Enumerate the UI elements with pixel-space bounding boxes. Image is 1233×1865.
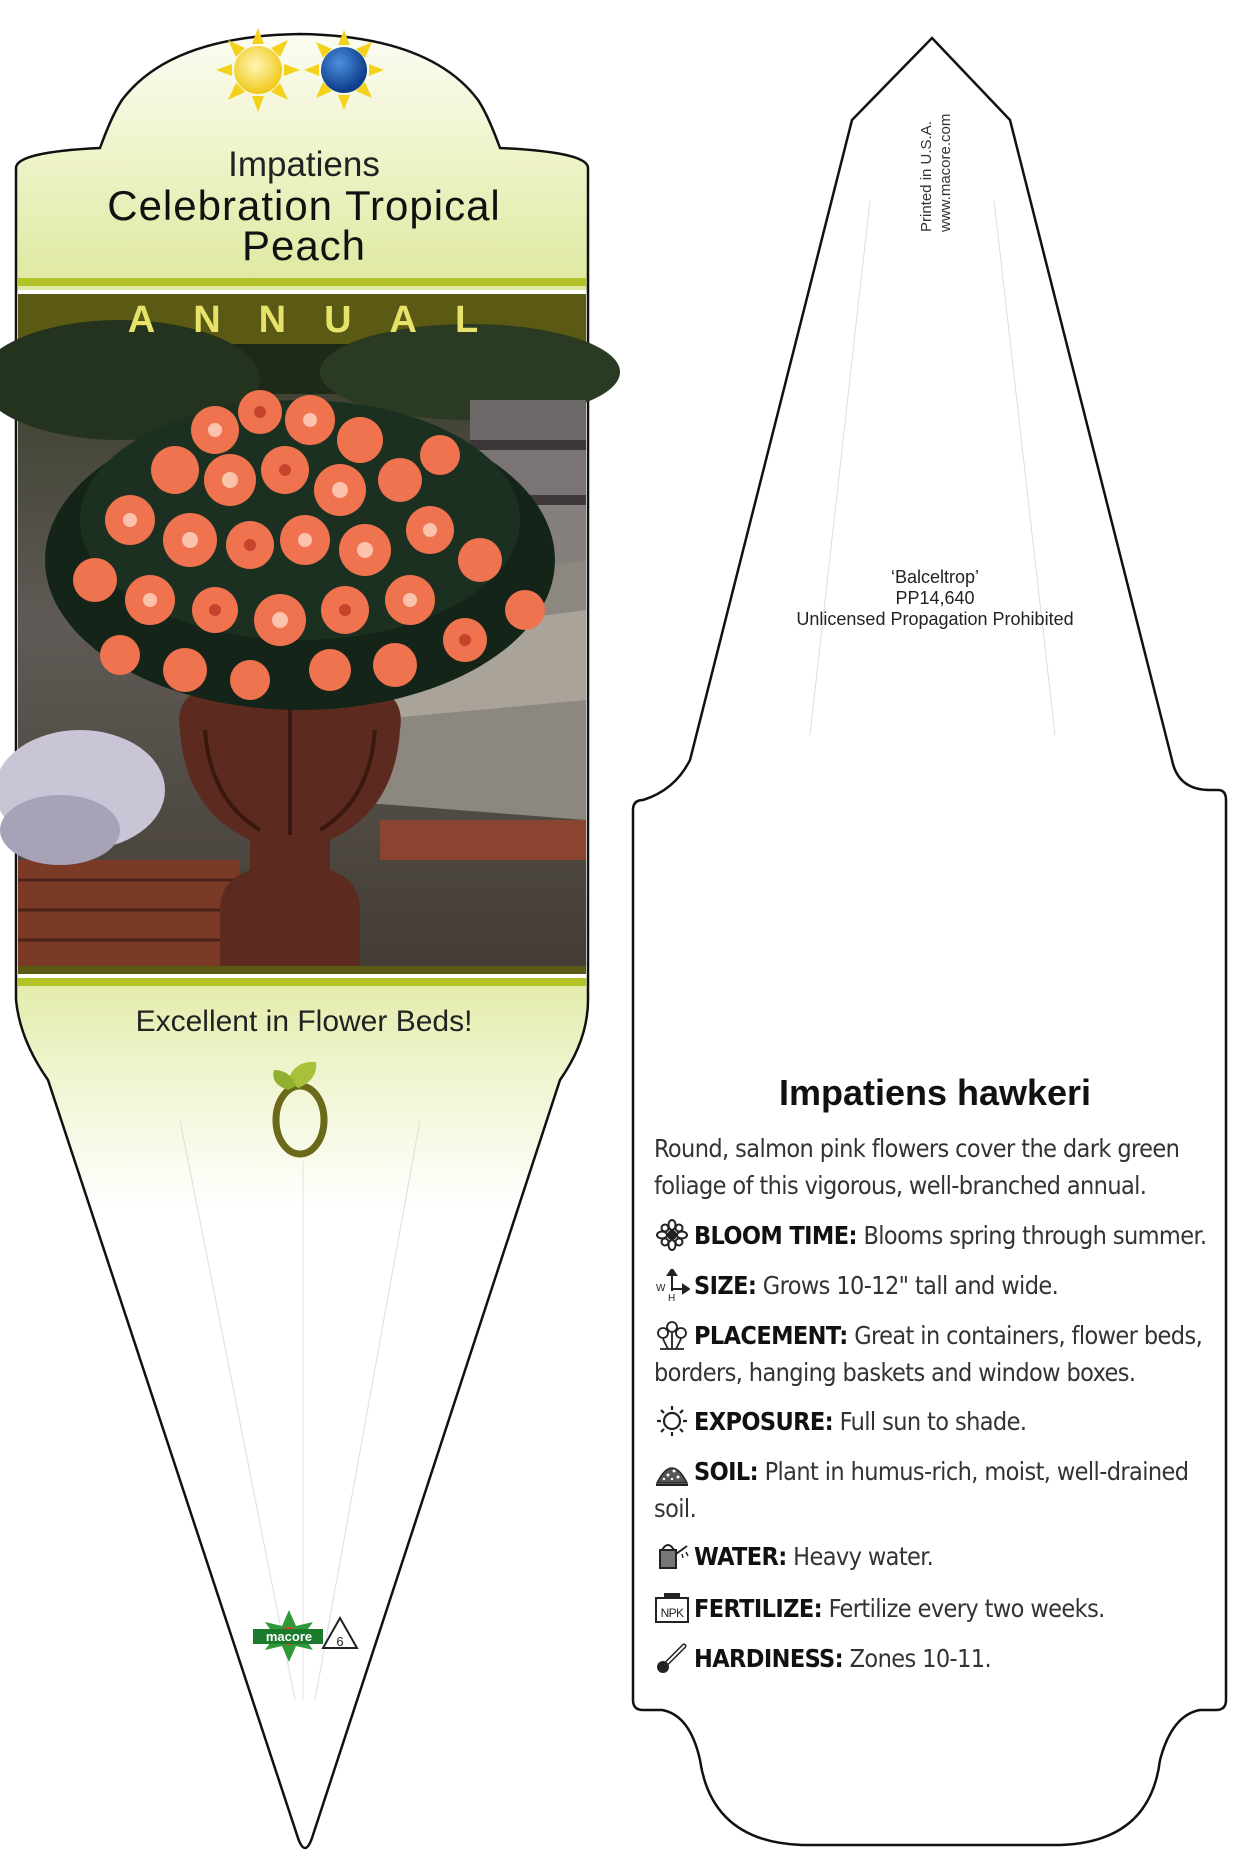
thermometer-icon [654,1642,690,1674]
flower-icon [654,1219,690,1251]
care-text-size: Grows 10-12" tall and wide. [762,1271,1059,1300]
propagation-notice: Unlicensed Propagation Prohibited [796,609,1074,629]
brand-logo-text: macore [265,1629,313,1644]
care-label-bloom: BLOOM TIME: [694,1221,857,1250]
patent-info [700,567,1170,630]
care-row-fertilize [654,1590,1224,1627]
care-text-water: Heavy water. [793,1542,934,1571]
svg-text:W: W [656,1283,665,1294]
watering-can-icon [654,1540,690,1572]
botanical-name: Impatiens hawkeri [778,1072,1092,1113]
shade-sun-icon [304,30,384,110]
printed-in-usa: Printed in U.S.A. [918,121,935,232]
cultivar-name: ‘Balceltrop’ [890,567,980,587]
care-text-exposure: Full sun to shade. [839,1407,1027,1436]
care-label-exposure: EXPOSURE: [694,1407,834,1436]
recycle-icon [323,1618,357,1649]
sun-outline-icon [654,1405,690,1437]
variety-line-1: Celebration Tropical [107,182,501,229]
patent-number: PP14,640 [895,588,975,608]
care-text-placement: Great in containers, flower beds, borders, hanging baskets and window boxes. [654,1321,1203,1387]
care-label-soil: SOIL: [694,1457,759,1486]
care-label-size: SIZE: [694,1271,757,1300]
macore-logo-icon [253,1610,323,1662]
care-row-bloom [654,1217,1224,1254]
plant-photo [0,320,620,966]
npk-fertilizer-icon [654,1592,690,1624]
svg-text:6: 6 [336,1634,344,1649]
care-row-hardiness [654,1640,1224,1677]
care-row-water [654,1538,1224,1575]
care-row-soil [654,1453,1224,1527]
genus-title: Impatiens [228,145,380,184]
care-row-placement [654,1317,1224,1391]
full-sun-icon [216,28,300,112]
care-row-exposure [654,1403,1224,1440]
plant-description: Round, salmon pink flowers cover the dark green foliage of this vigorous, well-branched annual. [654,1134,1180,1200]
svg-text:H: H [668,1293,675,1301]
care-text-bloom: Blooms spring through summer. [863,1221,1207,1250]
svg-text:NPK: NPK [660,1606,684,1620]
care-row-size [654,1267,1224,1304]
placement-flowers-icon [654,1319,690,1351]
care-text-fertilize: Fertilize every two weeks. [828,1594,1105,1623]
variety-title [20,182,588,269]
care-text-soil: Plant in humus-rich, moist, well-drained soil. [654,1457,1189,1523]
care-label-fertilize: FERTILIZE: [694,1594,823,1623]
tagline: Excellent in Flower Beds! [135,1005,473,1038]
care-label-water: WATER: [694,1542,787,1571]
care-label-placement: PLACEMENT: [694,1321,848,1350]
soil-pile-icon [654,1455,690,1487]
size-arrows-icon [654,1269,690,1301]
care-label-hardiness: HARDINESS: [694,1644,844,1673]
care-text-hardiness: Zones 10-11. [849,1644,992,1673]
website-url: www.macore.com [937,113,954,232]
category-label: ANNUAL [127,299,517,341]
variety-line-2: Peach [241,222,367,269]
